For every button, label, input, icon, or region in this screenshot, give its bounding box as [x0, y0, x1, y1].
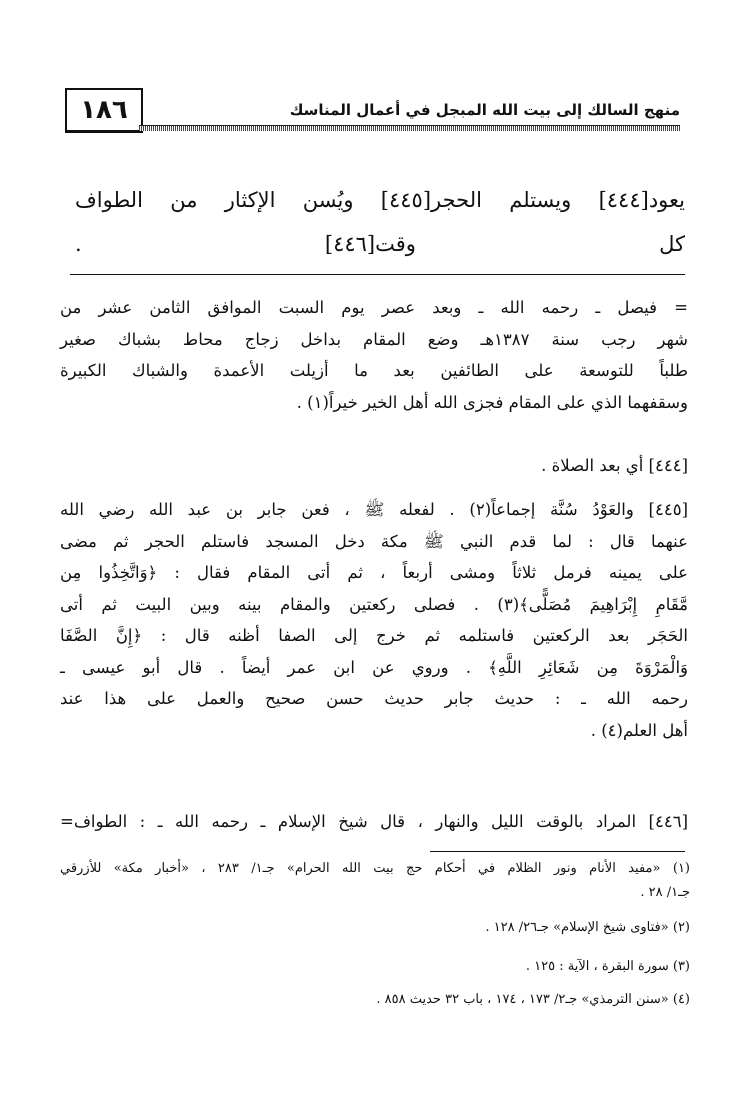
- footnote-divider: [430, 851, 685, 852]
- commentary-line: مَّقَامِ إِبْرَاهِيمَ مُصَلًّى﴾(٣) . فصلى ركعتين والمقام بينه وبين البيت ثم أتى: [60, 594, 689, 614]
- footnote-3: [60, 955, 690, 979]
- commentary-line: طلباً للتوسعة على الطائفين بعد ما أزيلت الأعمدة والشباك الكبيرة: [60, 361, 688, 380]
- commentary-continuation: [60, 292, 688, 418]
- commentary-446: [60, 806, 688, 838]
- footnote-4: [60, 988, 690, 1012]
- commentary-line: عنهما قال : لما قدم النبي ﷺ مكة دخل المسجد فاستلم الحجر ثم مضى: [60, 531, 688, 551]
- commentary-line: شهر رجب سنة ١٣٨٧هـ وضع المقام بداخل زجاج محاط بشباك صغير: [60, 329, 688, 349]
- footnote-line: جـ١/ ٢٨ .: [640, 885, 690, 900]
- footnote-line: (١) «مفيد الأنام ونور الظلام في أحكام حج بيت الله الحرام» جـ١/ ٢٨٣ ، «أخبار مكة» للأزرقي: [60, 861, 690, 876]
- footnote-line: (٢) «فتاوى شيخ الإسلام» جـ٢٦/ ١٢٨ .: [485, 920, 690, 935]
- commentary-line: [٤٤٤] أي بعد الصلاة .: [541, 456, 688, 475]
- page-header: [65, 88, 680, 138]
- footnote-1: [60, 857, 690, 905]
- footnote-line: (٣) سورة البقرة ، الآية : ١٢٥ .: [525, 959, 690, 974]
- commentary-line: على يمينه فرمل ثلاثاً ومشى أربعاً ، ثم أتى المقام فقال : ﴿وَاتَّخِذُوا مِن: [60, 563, 688, 582]
- header-rule: [139, 125, 680, 131]
- commentary-line: وَالْمَرْوَةَ مِن شَعَائِرِ اللَّهِ﴾ . وروي عن ابن عمر أيضاً . قال أبو عيسى ـ: [60, 657, 688, 677]
- page-number: ١٨٦: [65, 88, 143, 133]
- commentary-line: الحَجَر بعد الركعتين فاستلمه ثم خرج إلى الصفا أظنه قال : ﴿إِنَّ الصَّفَا: [60, 626, 688, 645]
- commentary-444: [60, 450, 688, 482]
- commentary-445: [60, 494, 688, 746]
- commentary-line: = فيصل ـ رحمه الله ـ وبعد عصر يوم السبت الموافق الثامن عشر من: [60, 298, 688, 317]
- commentary-line: رحمه الله ـ : حديث جابر حديث حسن صحيح والعمل على هذا عند: [60, 689, 688, 708]
- running-title: منهج السالك إلى بيت الله المبجل في أعمال المناسك: [289, 101, 680, 119]
- footnote-line: (٤) «سنن الترمذي» جـ٢/ ١٧٣ ، ١٧٤ ، باب ٣٢ حديث ٨٥٨ .: [376, 992, 690, 1007]
- footnote-2: [60, 916, 690, 940]
- commentary-line: أهل العلم(٤) .: [590, 720, 688, 740]
- main-text-line-2: كل وقت[٤٤٦] .: [75, 232, 685, 256]
- main-text-line-1: يعود[٤٤٤] ويستلم الحجر[٤٤٥] ويُسن الإكثار من الطواف: [75, 188, 685, 212]
- commentary-line: وسقفهما الذي على المقام فجزى الله أهل الخير خيراً(١) .: [296, 392, 688, 412]
- commentary-line: [٤٤٦] المراد بالوقت الليل والنهار ، قال شيخ الإسلام ـ رحمه الله ـ : الطواف=: [60, 812, 688, 831]
- main-text-divider: [70, 274, 685, 275]
- commentary-line: [٤٤٥] والعَوْدُ سُنَّة إجماعاً(٢) . لفعله ﷺ ، فعن جابر بن عبد الله رضي الله: [60, 500, 688, 519]
